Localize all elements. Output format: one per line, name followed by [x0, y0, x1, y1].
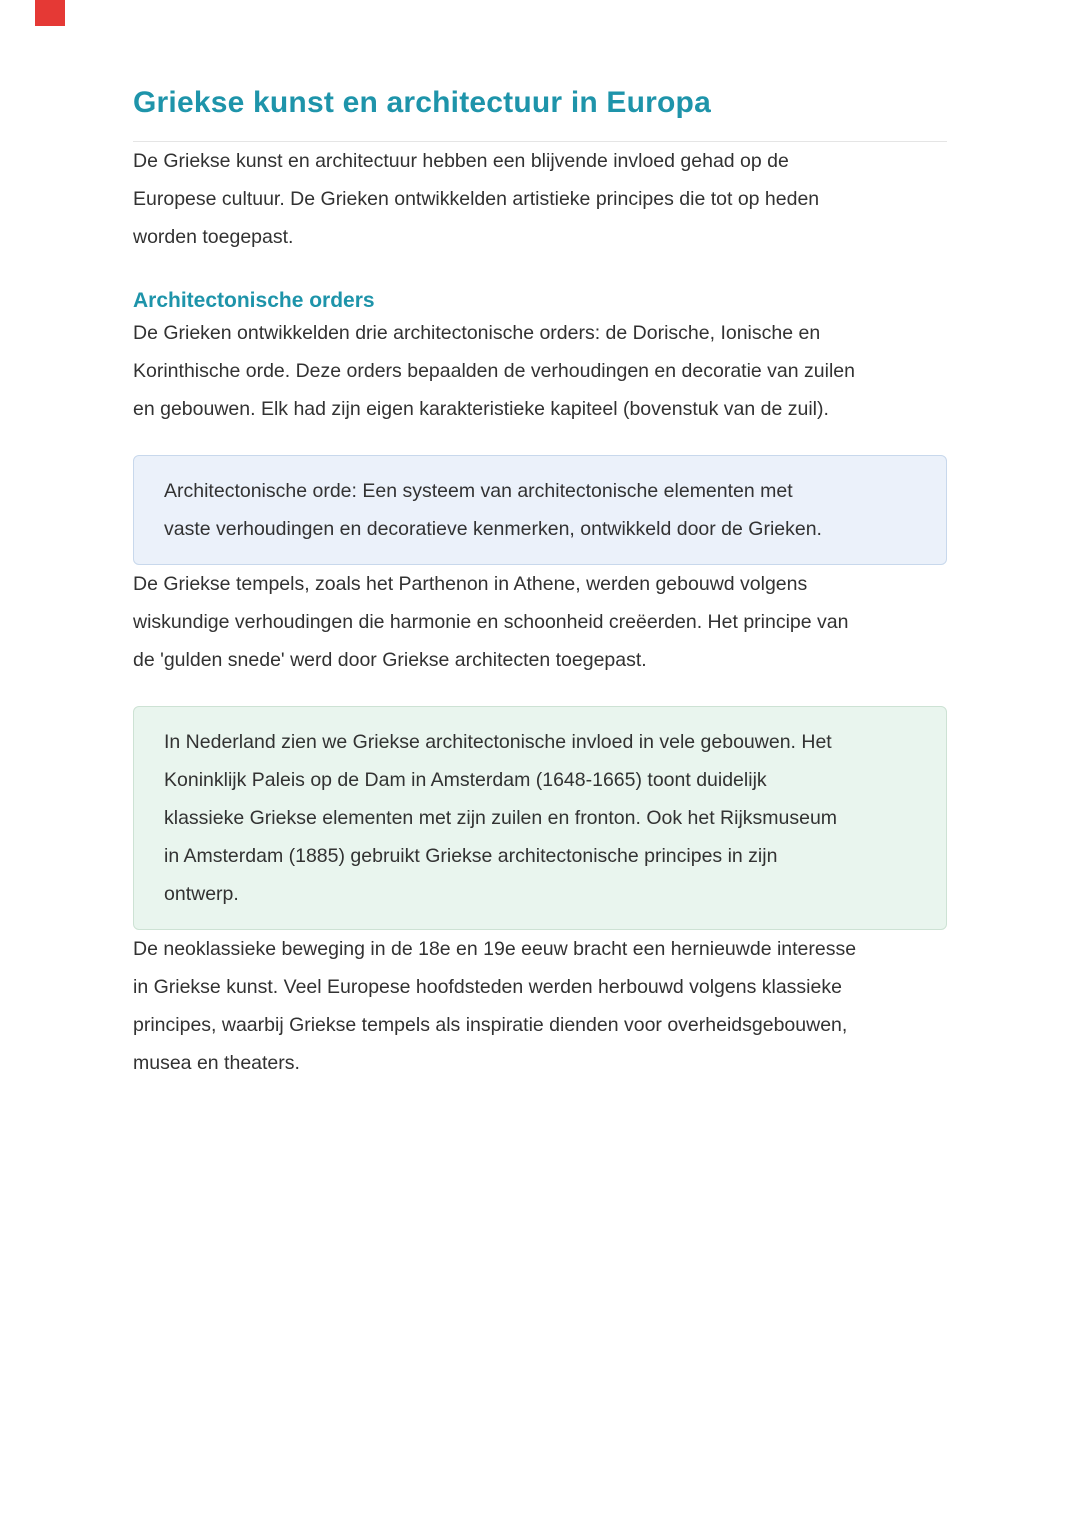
text-line: De neoklassieke beweging in de 18e en 19e eeuw bracht een hernieuwde interesse — [133, 938, 857, 960]
red-bookmark-marker — [35, 0, 65, 26]
text-line: musea en theaters. — [133, 1052, 300, 1074]
temples-paragraph — [133, 565, 947, 679]
text-line: Architectonische orde: Een systeem van architectonische elementen met — [164, 480, 793, 502]
text-line: en gebouwen. Elk had zijn eigen karakteristieke kapiteel (bovenstuk van de zuil). — [133, 398, 829, 420]
text-line: worden toegepast. — [133, 226, 294, 248]
article — [133, 0, 947, 1082]
text-line: De Grieken ontwikkelden drie architectonische orders: de Dorische, Ionische en — [133, 322, 821, 344]
text-line: wiskundige verhoudingen die harmonie en schoonheid creëerden. Het principe van — [133, 611, 849, 633]
text-line: De Griekse kunst en architectuur hebben een blijvende invloed gehad op de — [133, 150, 789, 172]
neoclassical-paragraph — [133, 930, 947, 1082]
text-line: vaste verhoudingen en decoratieve kenmerken, ontwikkeld door de Grieken. — [164, 518, 822, 540]
text-line: Korinthische orde. Deze orders bepaalden de verhoudingen en decoratie van zuilen — [133, 360, 855, 382]
orders-paragraph — [133, 314, 947, 428]
text-line: In Nederland zien we Griekse architectonische invloed in vele gebouwen. Het — [164, 731, 832, 753]
text-line: Europese cultuur. De Grieken ontwikkelden artistieke principes die tot op heden — [133, 188, 820, 210]
text-line: de 'gulden snede' werd door Griekse architecten toegepast. — [133, 649, 647, 671]
text-line: in Griekse kunst. Veel Europese hoofdsteden werden herbouwd volgens klassieke — [133, 976, 842, 998]
section-heading-architectonische-orders: Architectonische orders — [133, 289, 375, 312]
text-line: Koninklijk Paleis op de Dam in Amsterdam (1648-1665) toont duidelijk — [164, 769, 767, 791]
text-line: in Amsterdam (1885) gebruikt Griekse architectonische principes in zijn — [164, 845, 778, 867]
text-line: ontwerp. — [164, 883, 239, 905]
netherlands-example-callout — [133, 706, 947, 930]
intro-paragraph — [133, 142, 947, 256]
page-title: Griekse kunst en architectuur in Europa — [133, 86, 711, 119]
text-line: klassieke Griekse elementen met zijn zuilen en fronton. Ook het Rijksmuseum — [164, 807, 838, 829]
definition-callout — [133, 455, 947, 565]
text-line: De Griekse tempels, zoals het Parthenon in Athene, werden gebouwd volgens — [133, 573, 808, 595]
text-line: principes, waarbij Griekse tempels als inspiratie dienden voor overheidsgebouwen, — [133, 1014, 848, 1036]
